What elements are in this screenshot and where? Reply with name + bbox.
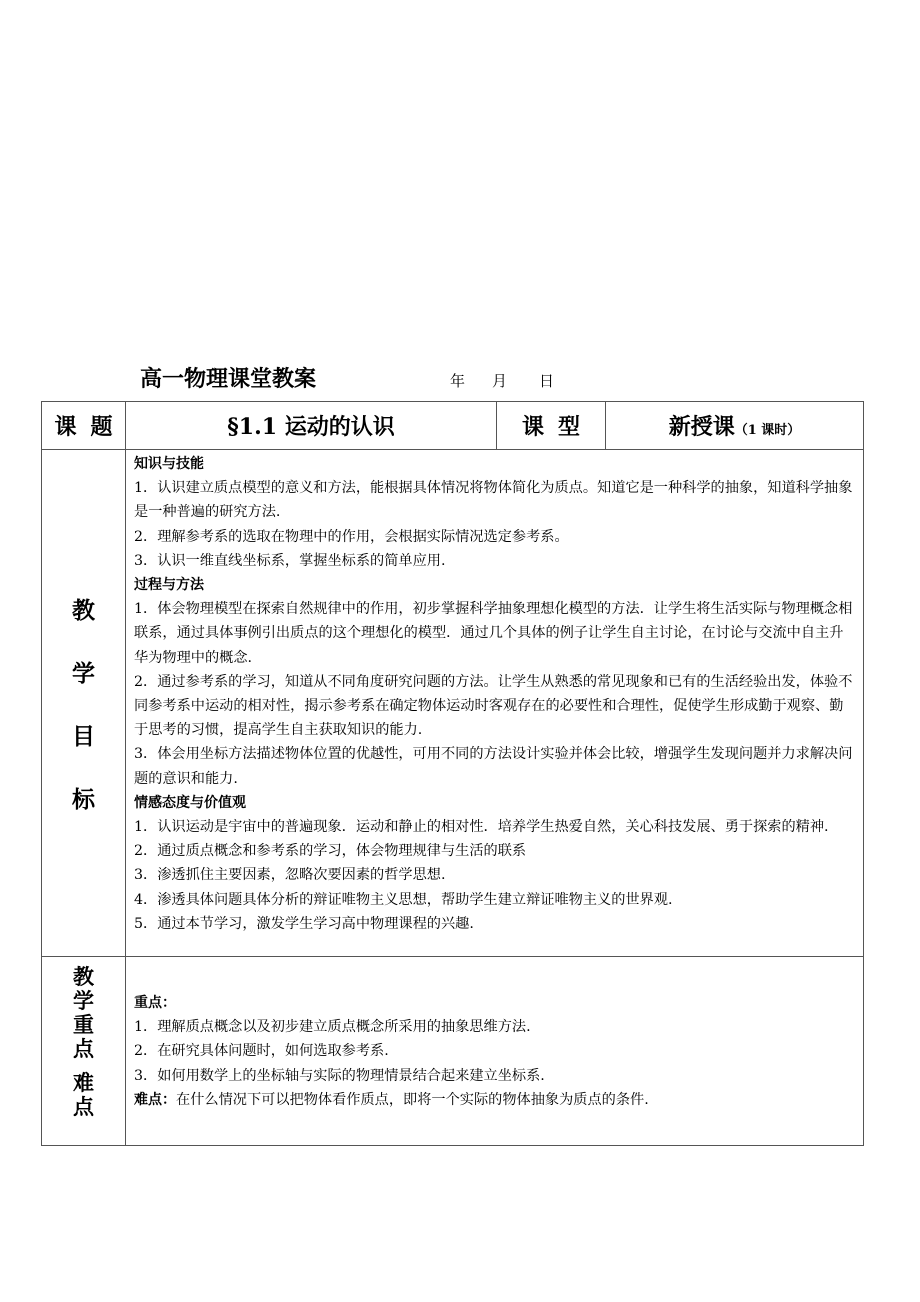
section-title-process: 过程与方法 [134, 577, 204, 594]
type-label-char-1: 课 [521, 414, 544, 440]
document-title: 高一物理课堂教案 [140, 366, 317, 392]
keypoints-label-char-3: 重 [73, 1012, 94, 1037]
attitude-item: 1．认识运动是宇宙中的普遍现象．运动和静止的相对性．培养学生热爱自然，关心科技发展、勇于探索的精神. [134, 819, 829, 836]
key-point-item: 2．在研究具体问题时，如何选取参考系. [134, 1043, 389, 1060]
process-item: 1．体会物理模型在探索自然规律中的作用，初步掌握科学抽象理想化模型的方法．让学生将生活实际与物理概念相联系，通过具体事例引出质点的这个理想化的模型．通过几个具体的例子让学生自主讨论，在讨论与交流中自主升华为物理中的概念. [134, 601, 853, 666]
topic-label-char-1: 课 [54, 414, 77, 440]
process-item: 2．通过参考系的学习，知道从不同角度研究问题的方法。让学生从熟悉的常见现象和已有的生活经验出发，体验不同参考系中运动的相对性，揭示参考系在确定物体运动时客观存在的必要性和合理性，促使学生形成勤于观察、勤于思考的习惯，提高学生自主获取知识的能力. [134, 673, 853, 739]
date-month-label: 月 [492, 372, 508, 390]
difficulty-text: 在什么情况下可以把物体看作质点，即将一个实际的物体抽象为质点的条件. [176, 1091, 649, 1108]
knowledge-item: 3．认识一维直线坐标系，掌握坐标系的简单应用. [134, 552, 446, 569]
objectives-content [126, 450, 864, 957]
date-day-label: 日 [539, 372, 555, 390]
lesson-plan-table [41, 401, 864, 1146]
topic-label-char-2: 题 [90, 414, 113, 440]
keypoints-content [126, 957, 864, 1146]
knowledge-item: 1．认识建立质点模型的意义和方法，能根据具体情况将物体简化为质点。知道它是一种科学的抽象，知道科学抽象是一种普遍的研究方法. [134, 480, 853, 521]
process-item: 3．体会用坐标方法描述物体位置的优越性，可用不同的方法设计实验并体会比较，增强学生发现问题并力求解决问题的意识和能力. [134, 746, 853, 787]
objectives-row [42, 450, 864, 957]
type-note: （1 课时） [734, 423, 801, 438]
type-value: 新授课 [668, 414, 735, 440]
keypoints-label-char-6: 点 [73, 1094, 94, 1119]
type-value-cell [606, 402, 864, 450]
objectives-label-char-4: 标 [72, 786, 95, 813]
type-label-char-2: 型 [558, 414, 581, 440]
section-title-attitude: 情感态度与价值观 [134, 794, 246, 811]
keypoints-label-char-5: 难 [73, 1070, 94, 1095]
attitude-item: 4．渗透具体问题具体分析的辩证唯物主义思想，帮助学生建立辩证唯物主义的世界观. [134, 891, 673, 908]
topic-value: §1.1 运动的认识 [227, 414, 395, 440]
key-point-item: 1．理解质点概念以及初步建立质点概念所采用的抽象思维方法. [134, 1019, 531, 1036]
attitude-item: 5．通过本节学习，激发学生学习高中物理课程的兴趣. [134, 915, 474, 932]
keypoints-label-char-4: 点 [73, 1036, 94, 1061]
keypoints-label-char-2: 学 [73, 988, 94, 1013]
key-points-title: 重点： [134, 995, 176, 1011]
keypoints-label-char-1: 教 [73, 964, 94, 989]
objectives-label-cell [42, 450, 126, 957]
keypoints-label-cell [42, 957, 126, 1146]
title-row [0, 362, 920, 396]
difficulty-line [134, 1088, 857, 1112]
section-title-knowledge: 知识与技能 [134, 456, 204, 472]
knowledge-item: 2．理解参考系的选取在物理中的作用，会根据实际情况选定参考系。 [134, 528, 569, 545]
attitude-item: 2．通过质点概念和参考系的学习，体会物理规律与生活的联系 [134, 843, 527, 860]
attitude-item: 3．渗透抓住主要因素，忽略次要因素的哲学思想. [134, 867, 446, 884]
header-row [42, 402, 864, 450]
objectives-label-char-2: 学 [72, 660, 95, 687]
topic-label-cell [42, 402, 126, 450]
type-label-cell [497, 402, 606, 450]
objectives-label-char-1: 教 [72, 597, 95, 624]
keypoints-row [42, 957, 864, 1146]
topic-value-cell [126, 402, 497, 450]
date-year-label: 年 [450, 372, 466, 390]
difficulty-title: 难点： [134, 1091, 176, 1108]
key-point-item: 3．如何用数学上的坐标轴与实际的物理情景结合起来建立坐标系. [134, 1067, 545, 1084]
objectives-label-char-3: 目 [72, 723, 95, 750]
